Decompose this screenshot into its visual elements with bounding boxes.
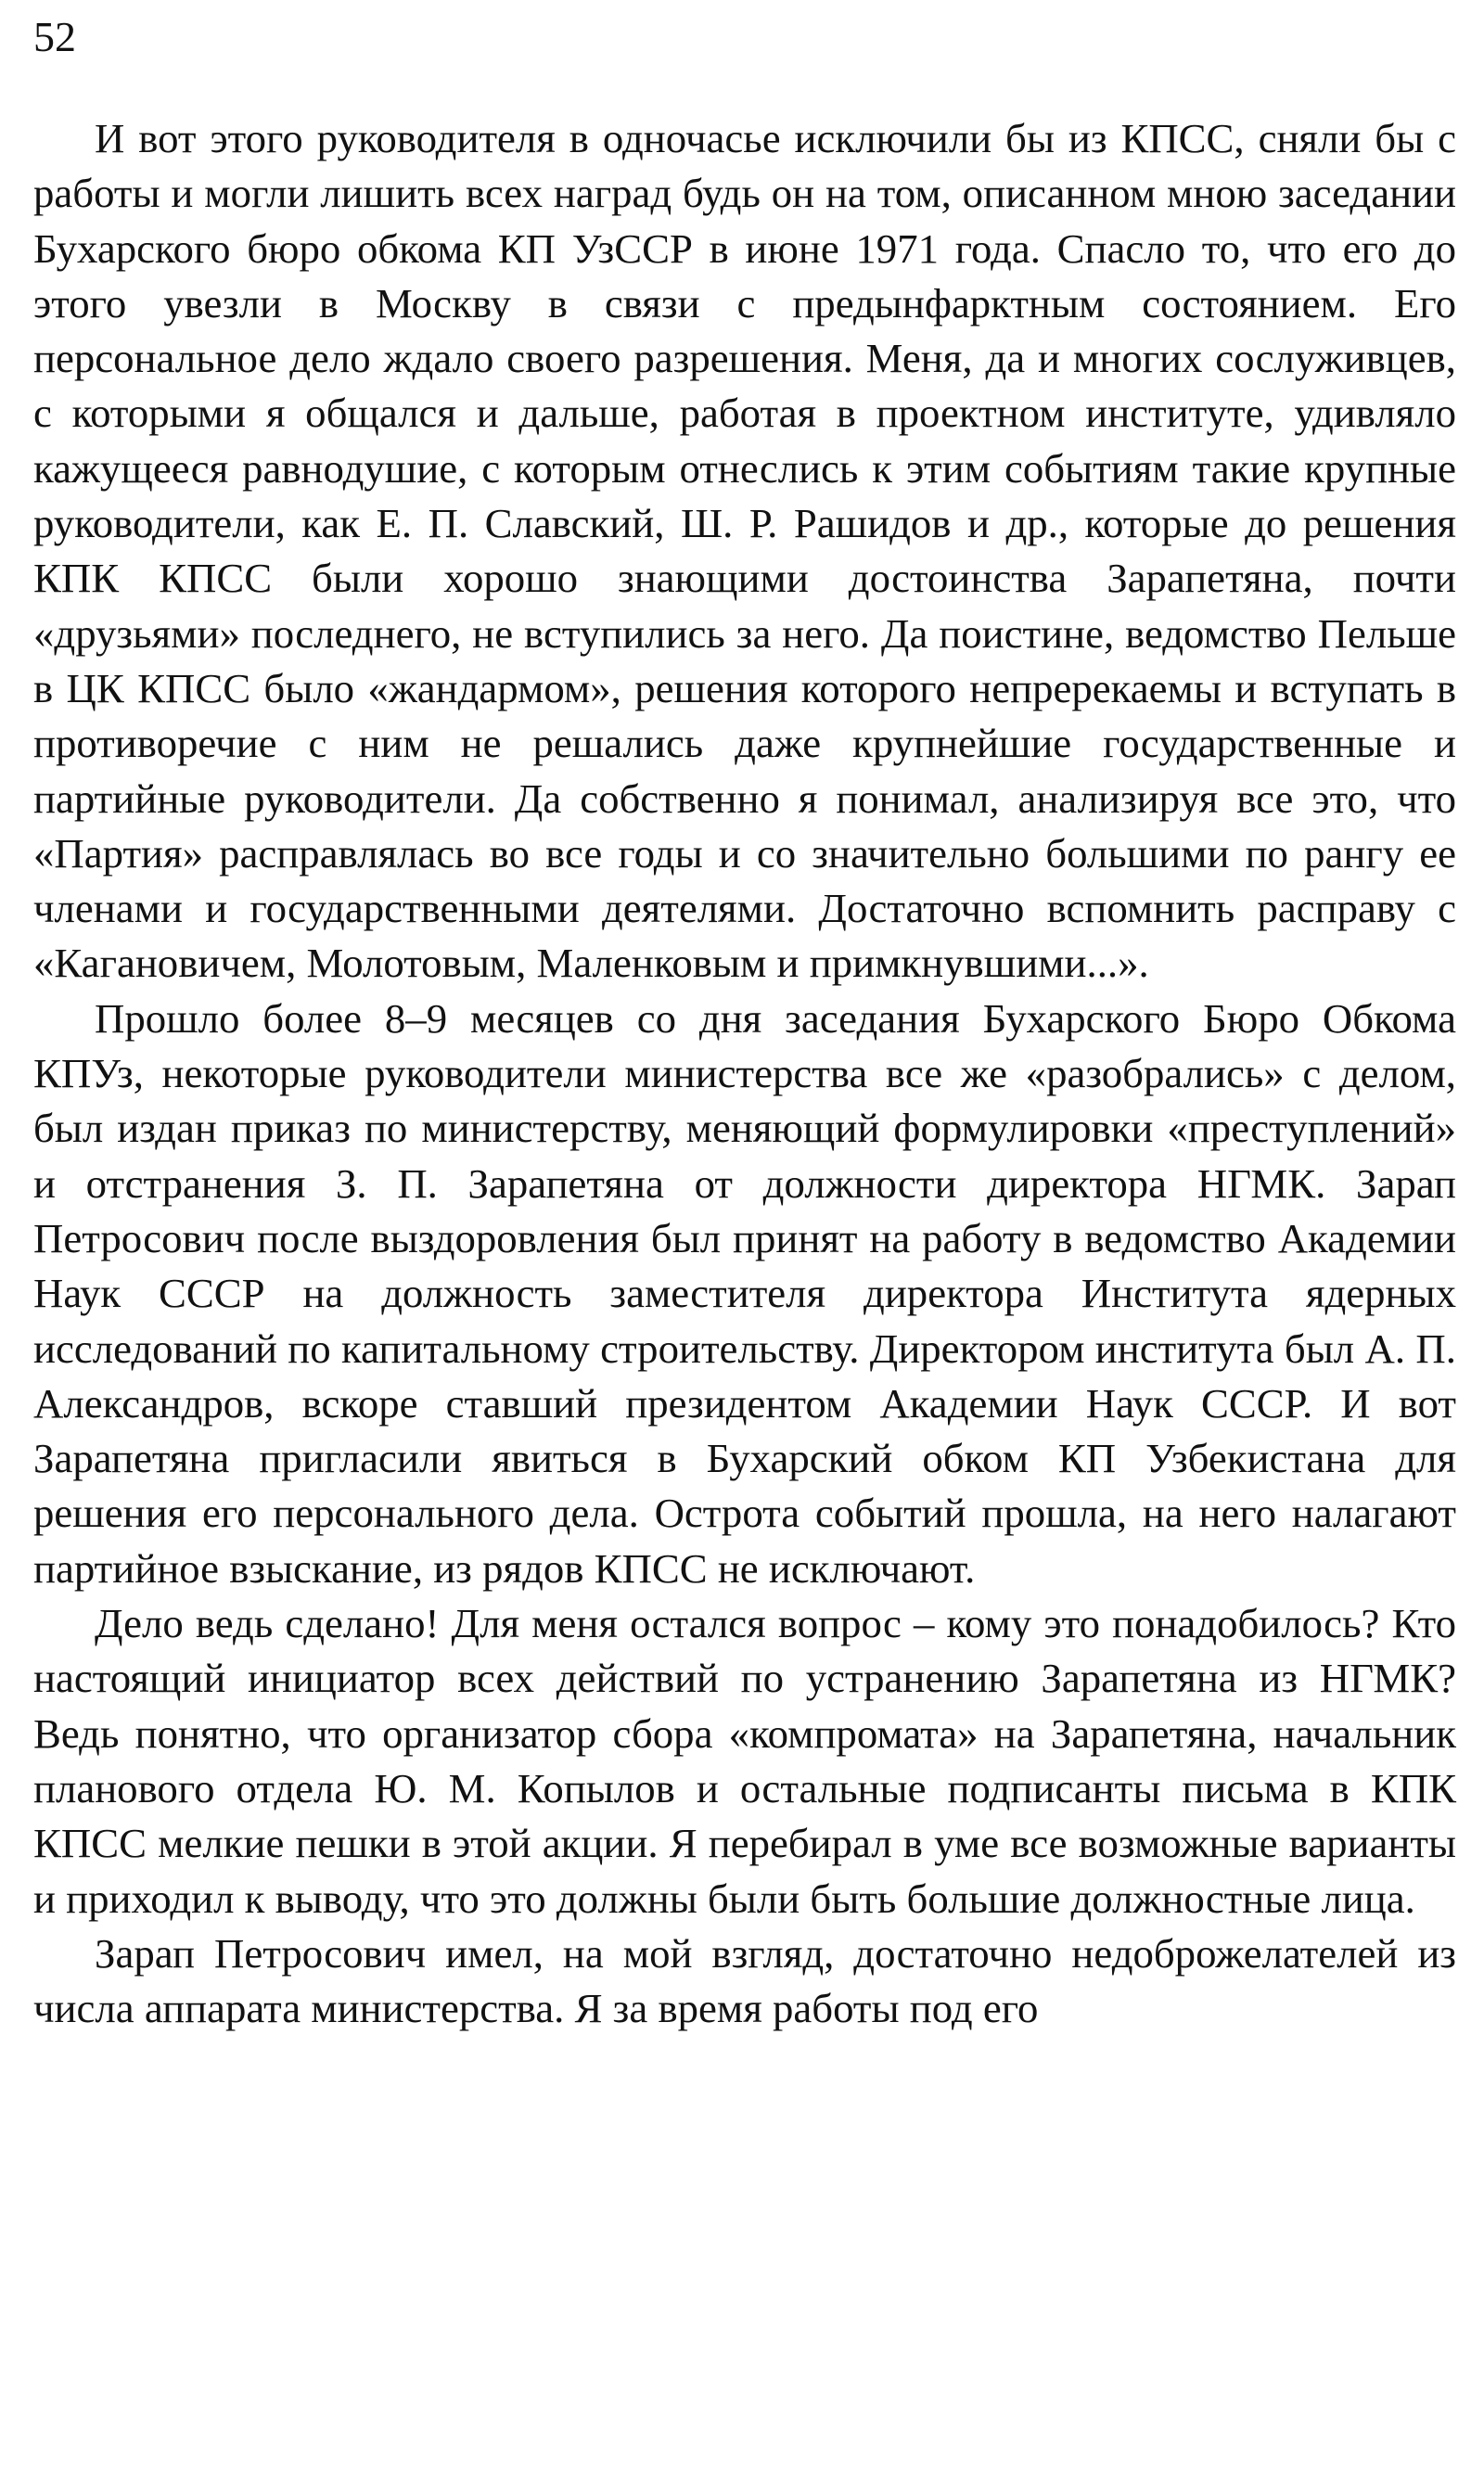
paragraph: Зарап Петросович имел, на мой взгляд, достаточно недоброжелателей из числа аппарата министерства. Я за время работы под его xyxy=(33,1929,1456,2032)
paragraph: Дело ведь сделано! Для меня остался вопрос – кому это понадобилось? Кто настоящий инициатор всех действий по устранению Зарапетяна из НГМК? Ведь понятно, что организатор сбора «компромата» на Зарапетяна, начальник планового отдела Ю. М. Копылов и остальные подписанты письма в КПК КПСС мелкие пешки в этой акции. Я перебирал в уме все возможные варианты и приходил к выводу, что это должны были быть большие должностные лица. xyxy=(33,1600,1456,1922)
paragraph: Прошло более 8–9 месяцев со дня заседания Бухарского Бюро Обкома КПУз, некоторые руководители министерства все же «разобрались» с делом, был издан приказ по министерству, меняющий формулировки «преступлений» и отстранения З. П. Зарапетяна от должности директора НГМК. Зарап Петросович после выздоровления был принят на работу в ведомство Академии Наук СССР на должность заместителя директора Института ядерных исследований по капитальному строительству. Директором института был А. П. Александров, вскоре ставший президентом Академии Наук СССР. И вот Зарапетяна пригласили явиться в Бухарский обком КП Узбекистана для решения его персонального дела. Острота событий прошла, на него налагают партийное взыскание, из рядов КПСС не исключают. xyxy=(33,994,1456,1592)
paragraph: И вот этого руководителя в одночасье исключили бы из КПСС, сняли бы с работы и могли лишить всех наград будь он на том, описанном мною заседании Бухарского бюро обкома КП УзССР в июне 1971 года. Спасло то, что его до этого увезли в Москву в связи с предынфарктным состоянием. Его персональное дело ждало своего разрешения. Меня, да и многих сослуживцев, с которыми я общался и дальше, работая в проектном институте, удивляло кажущееся равнодушие, с которым отнеслись к этим событиям такие крупные руководители, как Е. П. Славский, Ш. Р. Рашидов и др., которые до решения КПК КПСС были хорошо знающими достоинства Зарапетяна, почти «друзьями» последнего, не вступились за него. Да поистине, ведомство Пельше в ЦК КПСС было «жандармом», решения которого непререкаемы и вступать в противоречие с ним не решались даже крупнейшие государственные и партийные руководители. Да собственно я понимал, анализируя все это, что «Партия» расправлялась во все годы и со значительно большими по рангу ее членами и государственными деятелями. Достаточно вспомнить расправу с «Кагановичем, Молотовым, Маленковым и примкнувшими...». xyxy=(33,115,1456,987)
text-body xyxy=(33,111,1456,2036)
page-number: 52 xyxy=(33,13,76,60)
